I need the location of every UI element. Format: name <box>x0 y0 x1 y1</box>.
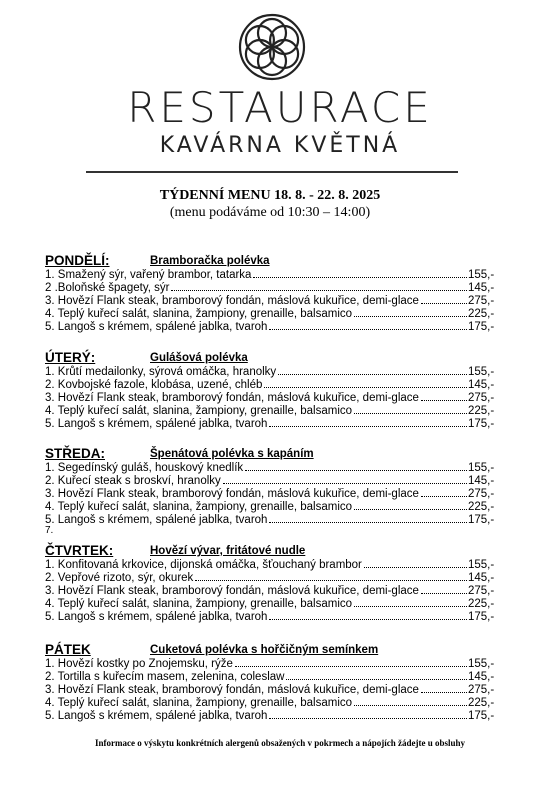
item-price: 275,- <box>468 392 495 404</box>
day-section-friday <box>45 642 495 722</box>
item-name: 5. Langoš s krémem, spálené jablka, tvaroh <box>45 418 268 430</box>
dot-leader <box>264 378 467 388</box>
menu-item <box>45 294 495 307</box>
dot-leader <box>278 365 467 375</box>
dot-leader <box>269 320 467 330</box>
soup-of-day: Cuketová polévka s hořčičným semínkem <box>150 644 379 656</box>
dot-leader <box>245 461 467 471</box>
item-price: 155,- <box>468 462 495 474</box>
flower-of-life-icon <box>238 13 306 81</box>
dot-leader <box>354 500 467 510</box>
dot-leader <box>421 294 467 304</box>
item-name: 3. Hovězí Flank steak, bramborový fondán, máslová kukuřice, demi-glace <box>45 585 419 597</box>
dot-leader <box>354 404 467 414</box>
menu-item <box>45 378 495 391</box>
restaurant-subtitle: KAVÁRNA KVĚTNÁ <box>159 133 401 158</box>
day-section-thursday <box>45 543 495 623</box>
dot-leader <box>354 696 467 706</box>
menu-item <box>45 558 495 571</box>
item-name: 3. Hovězí Flank steak, bramborový fondán, máslová kukuřice, demi-glace <box>45 684 419 696</box>
day-section-monday <box>45 253 495 333</box>
item-name: 5. Langoš s krémem, spálené jablka, tvaroh <box>45 710 268 722</box>
item-price: 225,- <box>468 501 495 513</box>
menu-item <box>45 268 495 281</box>
item-price: 275,- <box>468 488 495 500</box>
dot-leader <box>421 391 467 401</box>
day-section-tuesday <box>45 350 495 430</box>
dot-leader <box>421 683 467 693</box>
item-price: 145,- <box>468 572 495 584</box>
dot-leader <box>235 657 467 667</box>
menu-item <box>45 281 495 294</box>
soup-of-day: Bramboračka polévka <box>150 255 270 267</box>
item-price: 145,- <box>468 379 495 391</box>
day-name: STŘEDA: <box>45 446 105 461</box>
item-price: 145,- <box>468 282 495 294</box>
menu-item <box>45 571 495 584</box>
item-name: 2. Vepřové rizoto, sýr, okurek <box>45 572 194 584</box>
menu-item <box>45 365 495 378</box>
menu-item <box>45 391 495 404</box>
menu-title: TÝDENNÍ MENU 18. 8. - 22. 8. 2025 <box>159 188 381 203</box>
item-name: 4. Teplý kuřecí salát, slanina, žampiony, grenaille, balsamico <box>45 308 353 320</box>
menu-item <box>45 487 495 500</box>
day-header <box>45 642 495 657</box>
soup-of-day: Špenátová polévka s kapáním <box>150 448 314 460</box>
dot-leader <box>269 709 467 719</box>
item-price: 275,- <box>468 585 495 597</box>
day-name: ČTVRTEK: <box>45 543 114 558</box>
item-name: 3. Hovězí Flank steak, bramborový fondán, máslová kukuřice, demi-glace <box>45 295 419 307</box>
item-price: 145,- <box>468 475 495 487</box>
dot-leader <box>354 307 467 317</box>
item-name: 3. Hovězí Flank steak, bramborový fondán, máslová kukuřice, demi-glace <box>45 392 419 404</box>
day-header <box>45 446 495 461</box>
item-name: 4. Teplý kuřecí salát, slanina, žampiony, grenaille, balsamico <box>45 697 353 709</box>
item-name: 3. Hovězí Flank steak, bramborový fondán, máslová kukuřice, demi-glace <box>45 488 419 500</box>
item-name: 1. Segedínský guláš, houskový knedlík <box>45 462 244 474</box>
item-name: 2. Kuřecí steak s broskví, hranolky <box>45 475 221 487</box>
item-price: 175,- <box>468 710 495 722</box>
item-price: 175,- <box>468 321 495 333</box>
item-name: 5. Langoš s krémem, spálené jablka, tvaroh <box>45 611 268 623</box>
menu-item <box>45 657 495 670</box>
item-price: 225,- <box>468 405 495 417</box>
restaurant-name: RESTAURACE <box>127 83 433 132</box>
dot-leader <box>269 513 467 523</box>
item-price: 225,- <box>468 697 495 709</box>
item-name: 1. Hovězí kostky po Znojemsku, rýže <box>45 658 233 670</box>
menu-item <box>45 683 495 696</box>
dot-leader <box>269 417 467 427</box>
day-header <box>45 543 495 558</box>
menu-hours: (menu podáváme od 10:30 – 14:00) <box>169 205 371 220</box>
dot-leader <box>421 584 467 594</box>
item-name: 1. Krůtí medailonky, sýrová omáčka, hranolky <box>45 366 277 378</box>
header-divider <box>86 171 458 173</box>
dot-leader <box>364 558 467 568</box>
soup-of-day: Gulášová polévka <box>150 352 248 364</box>
dot-leader <box>354 597 467 607</box>
item-price: 155,- <box>468 366 495 378</box>
menu-item <box>45 597 495 610</box>
item-name: 4. Teplý kuřecí salát, slanina, žampiony, grenaille, balsamico <box>45 405 353 417</box>
menu-item <box>45 513 495 526</box>
item-name: 5. Langoš s krémem, spálené jablka, tvaroh <box>45 514 268 526</box>
day-name: PÁTEK <box>45 642 91 657</box>
item-name: 1. Smažený sýr, vařený brambor, tatarka <box>45 269 252 281</box>
item-name: 1. Konfitovaná krkovice, dijonská omáčka, šťouchaný brambor <box>45 559 362 571</box>
day-section-wednesday <box>45 446 495 536</box>
menu-item <box>45 461 495 474</box>
item-name: 4. Teplý kuřecí salát, slanina, žampiony, grenaille, balsamico <box>45 598 353 610</box>
dot-leader <box>421 487 467 497</box>
dot-leader <box>223 474 467 484</box>
item-name: 2 .Boloňské špagety, sýr <box>45 282 170 294</box>
soup-of-day: Hovězí vývar, fritátové nudle <box>150 545 306 557</box>
menu-item <box>45 610 495 623</box>
item-price: 145,- <box>468 671 495 683</box>
item-name: 2. Tortilla s kuřecím masem, zelenina, coleslaw <box>45 671 285 683</box>
day-header <box>45 350 495 365</box>
menu-item <box>45 500 495 513</box>
item-price: 225,- <box>468 308 495 320</box>
menu-item <box>45 709 495 722</box>
menu-item <box>45 320 495 333</box>
menu-item <box>45 670 495 683</box>
stray-number: 7. <box>45 525 54 536</box>
menu-item <box>45 696 495 709</box>
menu-item <box>45 584 495 597</box>
dot-leader <box>171 281 467 291</box>
item-price: 175,- <box>468 514 495 526</box>
item-price: 175,- <box>468 611 495 623</box>
dot-leader <box>195 571 467 581</box>
item-name: 4. Teplý kuřecí salát, slanina, žampiony, grenaille, balsamico <box>45 501 353 513</box>
dot-leader <box>269 610 467 620</box>
menu-item <box>45 474 495 487</box>
allergen-notice: Informace o výskytu konkrétních alergenů obsažených v pokrmech a nápojích žádejte u obsluhy <box>94 738 465 748</box>
menu-item <box>45 307 495 320</box>
day-header <box>45 253 495 268</box>
menu-item <box>45 404 495 417</box>
dot-leader <box>253 268 467 278</box>
item-price: 175,- <box>468 418 495 430</box>
item-price: 225,- <box>468 598 495 610</box>
dot-leader <box>286 670 467 680</box>
item-price: 155,- <box>468 658 495 670</box>
item-price: 155,- <box>468 559 495 571</box>
menu-item <box>45 417 495 430</box>
item-name: 2. Kovbojské fazole, klobása, uzené, chléb <box>45 379 263 391</box>
day-name: ÚTERÝ: <box>45 350 96 365</box>
item-name: 5. Langoš s krémem, spálené jablka, tvaroh <box>45 321 268 333</box>
day-name: PONDĚLÍ: <box>45 253 110 268</box>
item-price: 275,- <box>468 684 495 696</box>
item-price: 155,- <box>468 269 495 281</box>
item-price: 275,- <box>468 295 495 307</box>
